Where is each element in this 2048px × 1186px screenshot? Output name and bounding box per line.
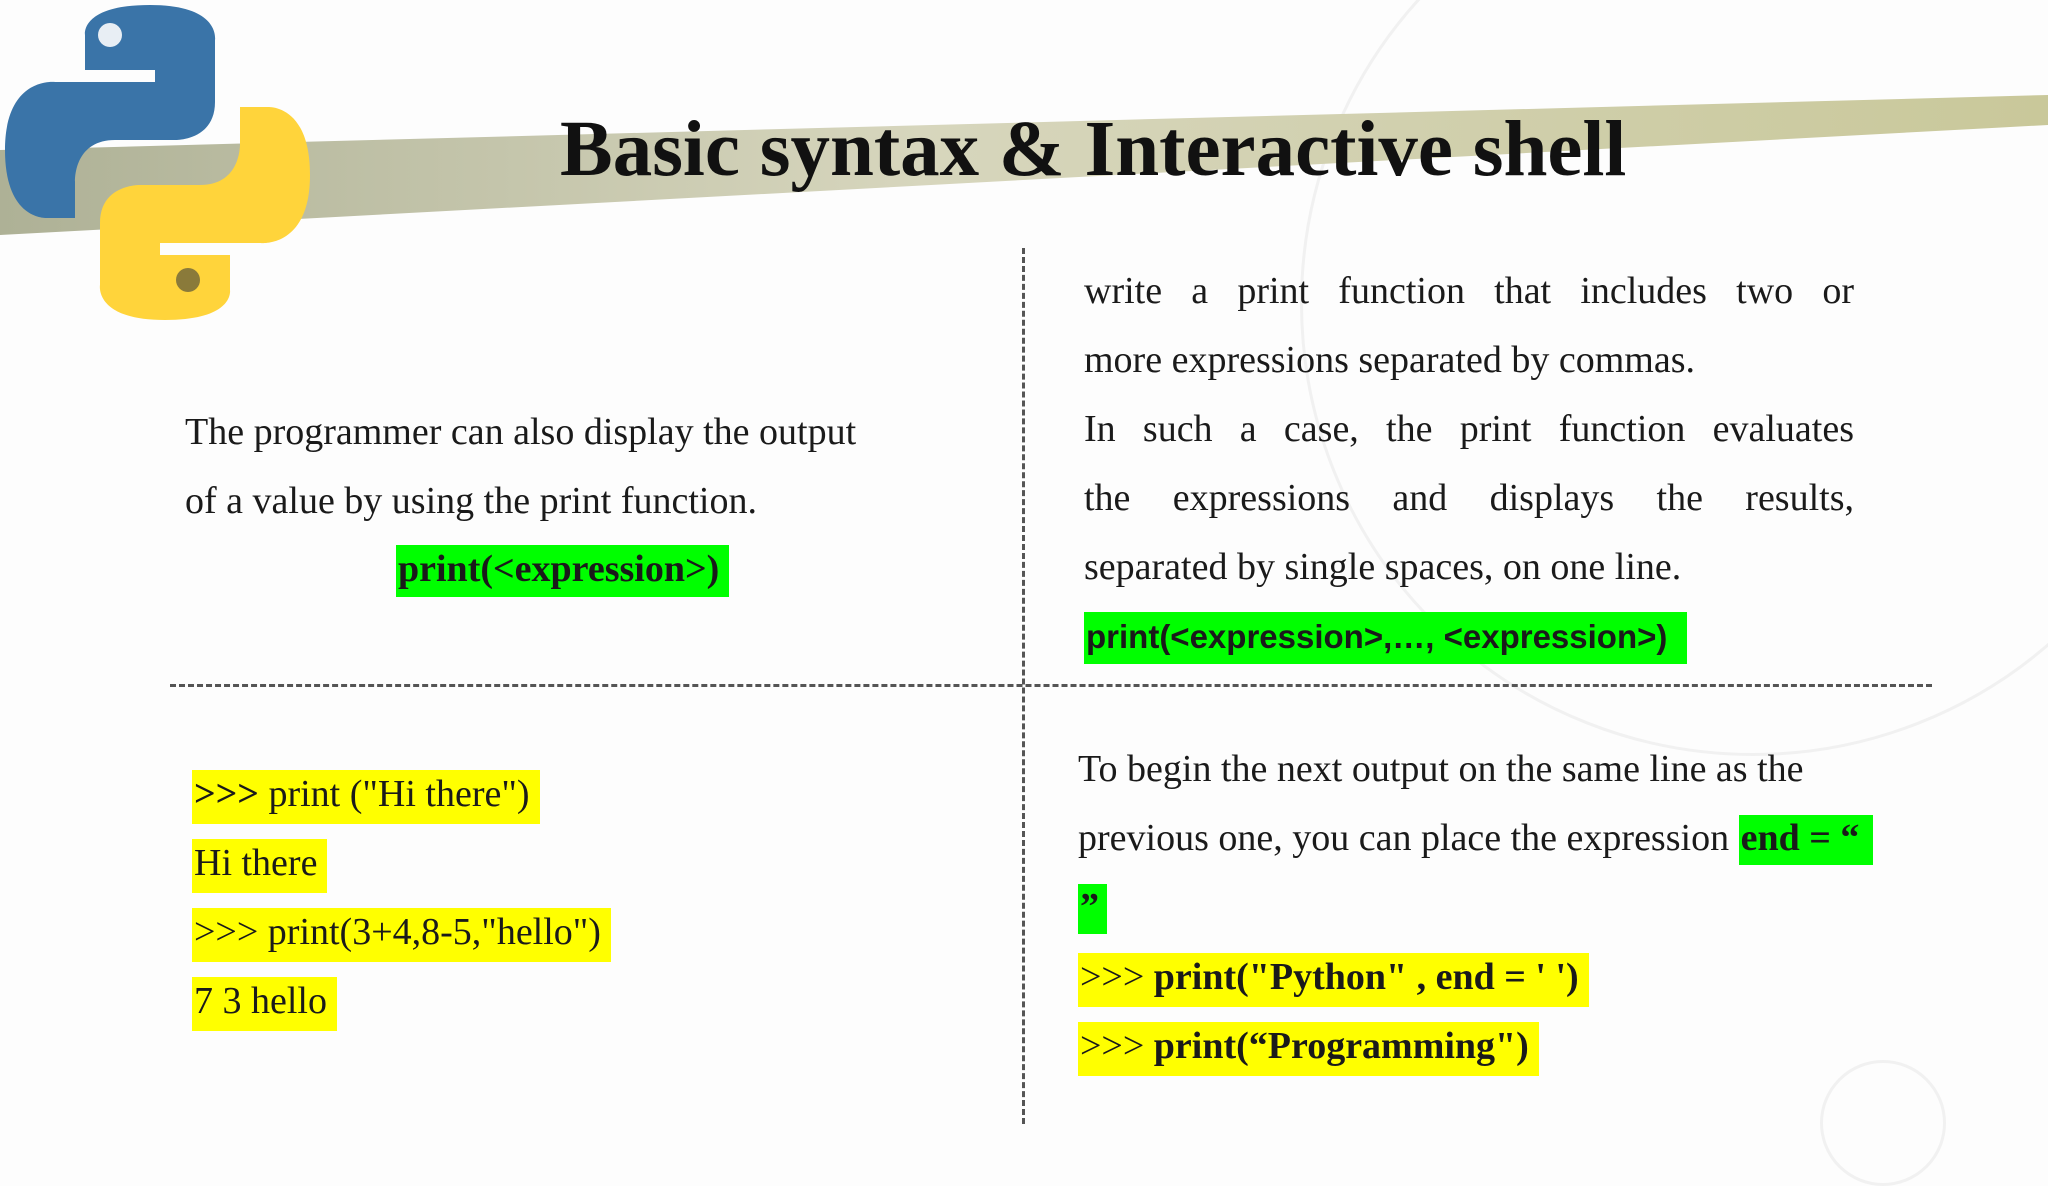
python-logo-icon (0, 0, 330, 360)
shell-code: print("Python" , end = ' ') (1153, 956, 1579, 998)
shell-code: print(“Programming") (1153, 1025, 1529, 1067)
text-line: write a print function that includes two or (1084, 270, 1854, 312)
text-line: more expressions separated by commas. (1084, 339, 1695, 381)
bottom-right-paragraph (1078, 735, 1978, 942)
shell-line: >>> print(3+4,8-5,"hello") (192, 908, 611, 962)
text-line: separated by single spaces, on one line. (1084, 546, 1682, 588)
print-syntax-code: print(<expression>) (396, 545, 729, 597)
shell-line (1078, 1022, 1539, 1076)
end-keyword-code: end = “ (1739, 815, 1874, 865)
top-right-paragraph (1084, 257, 1854, 602)
text-segment: previous one, you can place the expression (1078, 817, 1739, 859)
text-line: the expressions and displays the results, (1084, 477, 1854, 519)
horizontal-divider (170, 684, 1932, 687)
background-circle (1820, 1060, 1946, 1186)
print-multi-syntax-code: print(<expression>,…, <expression>) (1084, 612, 1687, 664)
text-line (1078, 804, 1978, 873)
text-line: To begin the next output on the same line as the (1078, 748, 1804, 790)
shell-output-line: Hi there (192, 839, 327, 893)
text-line (1078, 873, 1978, 942)
end-keyword-code-continued: ” (1078, 884, 1107, 934)
shell-prompt: >>> (1080, 1025, 1154, 1067)
text-line: The programmer can also display the output (185, 411, 857, 453)
text-line: of a value by using the print function. (185, 480, 757, 522)
shell-line (192, 770, 540, 824)
text-line: In such a case, the print function evaluates (1084, 408, 1854, 450)
shell-prompt: >>> (194, 773, 259, 815)
slide-title: Basic syntax & Interactive shell (560, 106, 1627, 193)
shell-prompt: >>> (1080, 956, 1154, 998)
shell-line (1078, 953, 1589, 1007)
top-left-paragraph (185, 398, 965, 536)
shell-text: print ("Hi there") (258, 773, 530, 815)
shell-output-line: 7 3 hello (192, 977, 337, 1031)
